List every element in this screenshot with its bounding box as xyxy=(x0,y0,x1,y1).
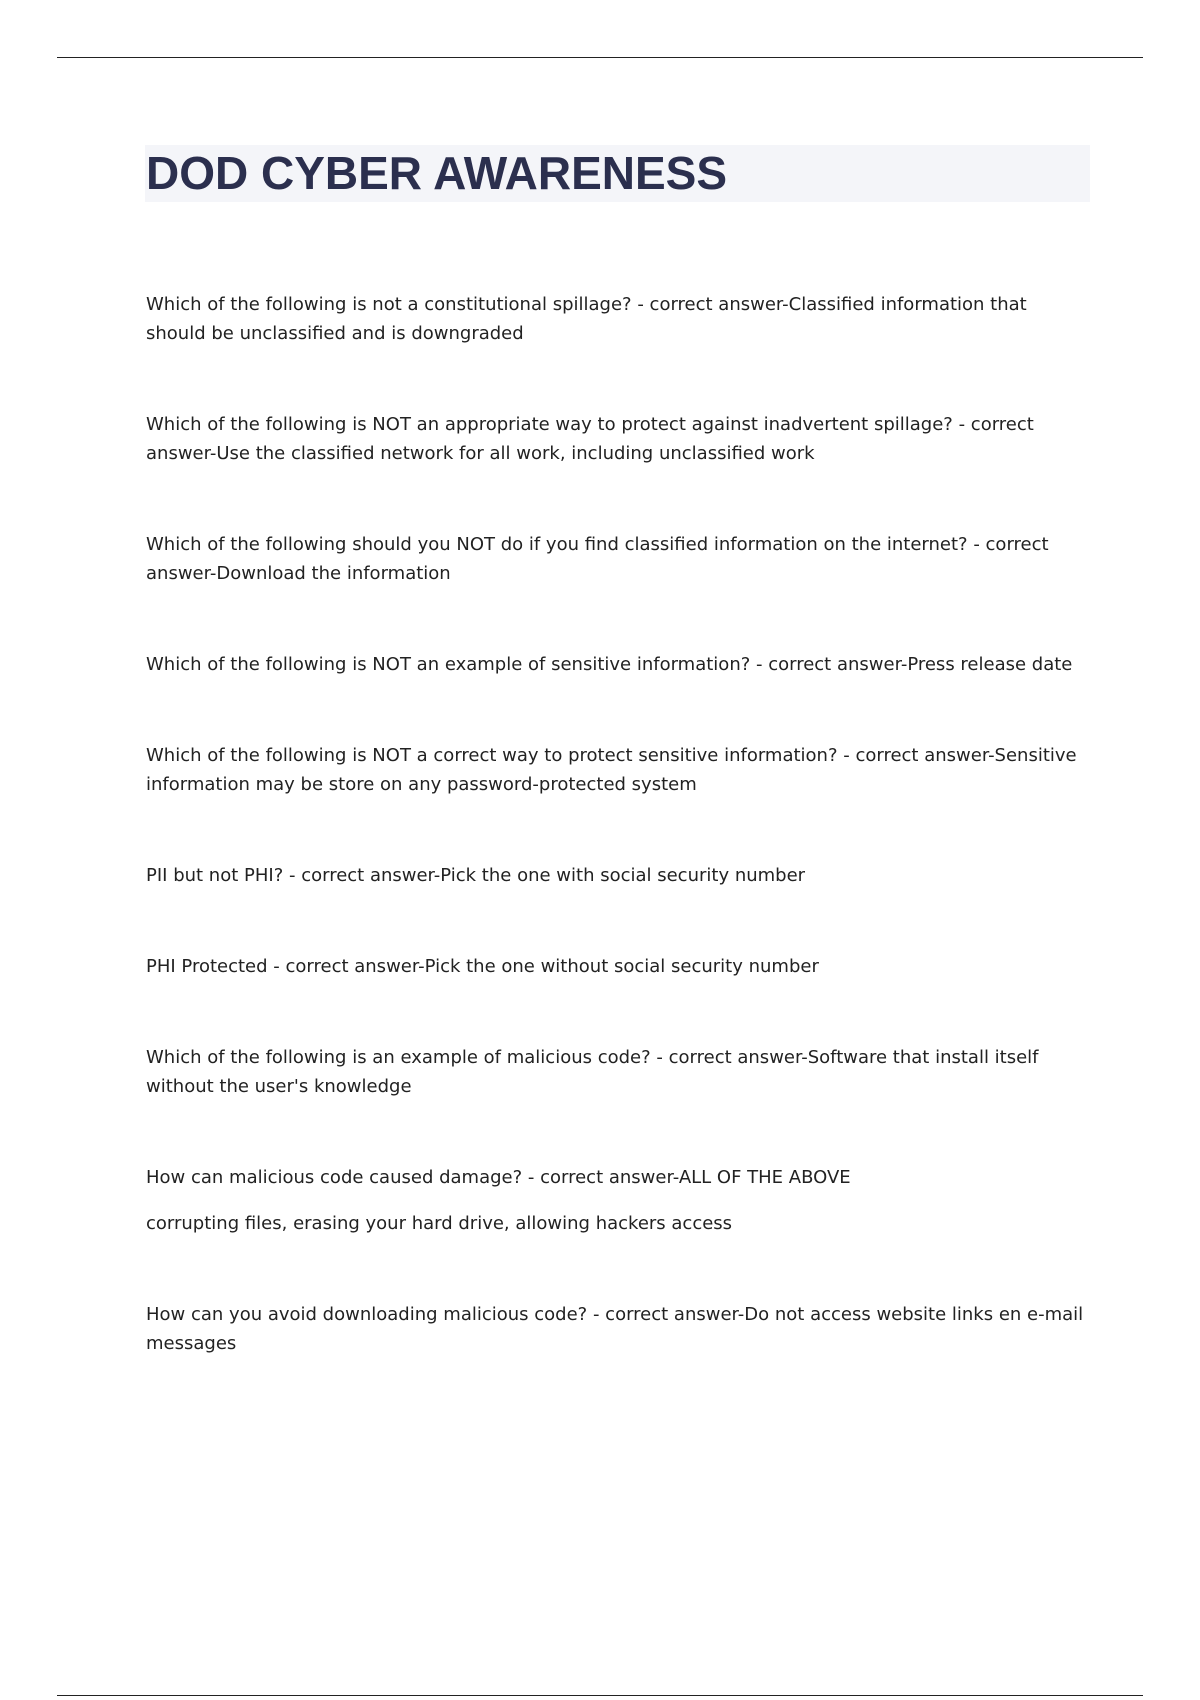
qa-item-7: PHI Protected - correct answer-Pick the one without social security number xyxy=(146,956,819,977)
document-title: DOD CYBER AWARENESS xyxy=(146,147,728,199)
qa-list xyxy=(146,290,1091,1358)
qa-item-2: Which of the following is NOT an appropriate way to protect against inadvertent spillage? - correct answer-Use the classified network for all work, including unclassified work xyxy=(146,414,1034,464)
qa-item-1: Which of the following is not a constitutional spillage? - correct answer-Classified information that should be unclassified and is downgraded xyxy=(146,294,1027,344)
qa-item-10: How can you avoid downloading malicious code? - correct answer-Do not access website links en e-mail messages xyxy=(146,1304,1084,1354)
header-rule xyxy=(57,57,1143,58)
qa-item-9-extra: corrupting files, erasing your hard drive, allowing hackers access xyxy=(146,1213,733,1234)
qa-item-3: Which of the following should you NOT do if you find classified information on the internet? - correct answer-Download the information xyxy=(146,534,1049,584)
qa-item-9 xyxy=(146,1163,1091,1238)
qa-item-5: Which of the following is NOT a correct way to protect sensitive information? - correct answer-Sensitive information may be store on any password-protected system xyxy=(146,745,1077,795)
qa-item-4: Which of the following is NOT an example of sensitive information? - correct answer-Press release date xyxy=(146,654,1073,675)
qa-item-8: Which of the following is an example of malicious code? - correct answer-Software that install itself without the user's knowledge xyxy=(146,1047,1039,1097)
footer-rule xyxy=(57,1695,1143,1696)
qa-item-9-text: How can malicious code caused damage? - correct answer-ALL OF THE ABOVE xyxy=(146,1167,851,1188)
qa-item-6: PII but not PHI? - correct answer-Pick the one with social security number xyxy=(146,865,806,886)
